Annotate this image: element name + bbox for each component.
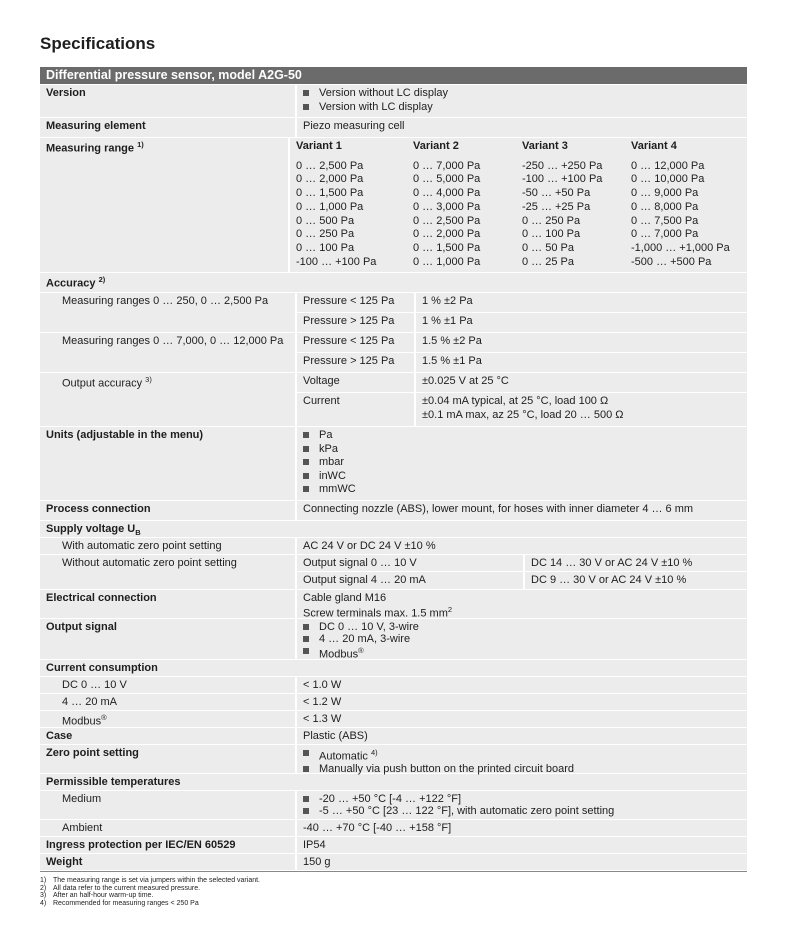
accuracy-range2-label: Measuring ranges 0 … 7,000, 0 … 12,000 Pa [62, 335, 284, 347]
units-list [295, 427, 747, 500]
list-item [303, 456, 741, 470]
row-supply-noauto [40, 554, 747, 589]
row-output-signal [40, 618, 747, 659]
variant-range-value: 0 … 7,000 Pa [631, 228, 699, 241]
list-item: Automatic $^{4)}$ [303, 747, 741, 763]
variant-range-value: 0 … 2,000 Pa [296, 173, 364, 186]
variant-range-value: 0 … 1,000 Pa [296, 200, 364, 213]
supply-noauto-label: Without automatic zero point setting [62, 557, 237, 569]
row-zero-point [40, 744, 747, 773]
accuracy-label: Accuracy $^{2)}$ [46, 275, 106, 290]
ingress-label: Ingress protection per IEC/EN 60529 [46, 839, 236, 851]
bullet-icon [303, 90, 309, 96]
list-item [303, 483, 741, 497]
voltage-label: Voltage [303, 375, 340, 387]
list-item: -20 … +50 °C [-4 … +122 °F] [303, 793, 741, 805]
variant-range-value: 0 … 25 Pa [522, 255, 574, 268]
measuring-element-label: Measuring element [46, 120, 146, 132]
table-title: Differential pressure sensor, model A2G-50 [40, 67, 747, 84]
condition-cell: Pressure < 125 Pa [303, 295, 395, 307]
variant-range-value: 0 … 1,500 Pa [413, 241, 481, 254]
variant-header: Variant 3 [522, 140, 568, 152]
measuring-range-label: Measuring range $^{1)}$ [46, 140, 144, 155]
variant-header: Variant 1 [296, 140, 342, 152]
units-label: Units (adjustable in the menu) [46, 429, 204, 441]
bullet-icon [303, 486, 309, 492]
current-row-value: < 1.3 W [295, 711, 747, 727]
supply-auto-label: With automatic zero point setting [62, 540, 222, 552]
measuring-element-value: Piezo measuring cell [295, 118, 747, 137]
row-case [40, 727, 747, 744]
variant-column [522, 140, 631, 270]
ambient-label: Ambient [62, 822, 103, 834]
variant-range-value: 0 … 12,000 Pa [631, 159, 705, 172]
row-current-modbus [40, 710, 747, 727]
current-label: Current [303, 395, 340, 407]
row-units [40, 426, 747, 500]
current-consumption-label: Current consumption [46, 662, 158, 674]
list-item: Version without LC display [303, 87, 741, 101]
current-value: ±0.04 mA typical, at 25 °C, load 100 Ω ±0.1 mA max, az 25 °C, load 20 … 500 Ω [414, 393, 629, 426]
output-signal-label: Output signal [46, 621, 117, 633]
supply-auto-value: AC 24 V or DC 24 V ±10 % [295, 538, 747, 554]
variant-range-value: 0 … 100 Pa [522, 228, 581, 241]
row-measuring-element [40, 117, 747, 137]
variant-range-value: -25 … +25 Pa [522, 200, 591, 213]
variant-range-value: 0 … 1,500 Pa [296, 187, 364, 200]
bullet-icon [303, 648, 309, 654]
current-row-label: DC 0 … 10 V [62, 679, 127, 691]
weight-label: Weight [46, 856, 83, 868]
variant-range-value: 0 … 7,000 Pa [413, 159, 481, 172]
accuracy-value: 1 % ±2 Pa [414, 293, 479, 312]
footnotes [40, 877, 260, 907]
row-accuracy-range1 [40, 292, 747, 332]
row-current-consumption [40, 659, 747, 676]
footnote: 4) Recommended for measuring ranges < 250 Pa [40, 899, 199, 907]
variant-header: Variant 2 [413, 140, 459, 152]
page-title: Specifications [40, 34, 156, 53]
supply-signal-label: Output signal 0 … 10 V [303, 557, 417, 569]
row-ingress [40, 836, 747, 853]
current-row-label: Modbus® [62, 713, 107, 728]
variant-column [413, 140, 522, 270]
variant-range-value: 0 … 1,000 Pa [413, 255, 481, 268]
table-bottom-rule [40, 871, 747, 872]
case-label: Case [46, 730, 73, 742]
list-item: Manually via push button on the printed circuit board [303, 763, 741, 775]
variant-range-value: 0 … 500 Pa [296, 214, 355, 227]
case-value: Plastic (ABS) [295, 728, 747, 744]
row-version [40, 84, 747, 117]
row-supply-auto [40, 537, 747, 554]
variant-range-value: 0 … 250 Pa [296, 228, 355, 241]
variant-range-value: -250 … +250 Pa [522, 159, 603, 172]
unit-label: Pa [319, 429, 333, 441]
row-current-ma [40, 693, 747, 710]
supply-signal-value: DC 9 … 30 V or AC 24 V ±10 % [523, 572, 692, 589]
variant-range-value: -1,000 … +1,000 Pa [631, 241, 730, 254]
unit-label: mmWC [319, 483, 356, 495]
ingress-value: IP54 [295, 837, 747, 853]
variant-range-value: 0 … 7,500 Pa [631, 214, 699, 227]
current-row-value: < 1.2 W [295, 694, 747, 710]
bullet-icon [303, 459, 309, 465]
variant-range-value: 0 … 4,000 Pa [413, 187, 481, 200]
list-item: Modbus® [303, 645, 741, 661]
variant-range-value: 0 … 3,000 Pa [413, 200, 481, 213]
list-item: -5 … +50 °C [23 … 122 °F], with automatic zero point setting [303, 805, 741, 817]
condition-cell: Pressure > 125 Pa [303, 315, 395, 327]
variant-range-value: 0 … 2,500 Pa [296, 159, 364, 172]
variant-range-value: -100 … +100 Pa [522, 173, 603, 186]
unit-label: inWC [319, 469, 346, 482]
list-item: 4 … 20 mA, 3-wire [303, 633, 741, 645]
medium-list [295, 791, 747, 819]
process-connection-value: Connecting nozzle (ABS), lower mount, for hoses with inner diameter 4 … 6 mm [295, 501, 747, 520]
variant-range-value: 0 … 8,000 Pa [631, 200, 699, 213]
bullet-icon [303, 446, 309, 452]
current-row-label: 4 … 20 mA [62, 696, 118, 708]
row-output-accuracy [40, 372, 747, 426]
version-value [295, 85, 747, 117]
row-temp-medium [40, 790, 747, 819]
variant-header: Variant 4 [631, 140, 677, 152]
row-electrical-connection [40, 589, 747, 618]
ambient-value: -40 … +70 °C [-40 … +158 °F] [295, 820, 747, 836]
bullet-icon [303, 808, 309, 814]
zero-point-label: Zero point setting [46, 747, 139, 759]
bullet-icon [303, 432, 309, 438]
list-item [303, 443, 741, 457]
row-process-connection [40, 500, 747, 520]
footnote: 1) The measuring range is set via jumpers within the selected variant. [40, 877, 260, 884]
process-connection-label: Process connection [46, 503, 151, 515]
variant-range-value: 0 … 2,000 Pa [413, 228, 481, 241]
zero-point-list [295, 745, 747, 773]
variant-range-value: 0 … 10,000 Pa [631, 173, 705, 186]
row-measuring-range [40, 137, 747, 272]
weight-value: 150 g [295, 854, 747, 870]
accuracy-value: 1 % ±1 Pa [414, 313, 479, 332]
spec-table [40, 67, 747, 870]
row-current-dc [40, 676, 747, 693]
electrical-connection-label: Electrical connection [46, 592, 157, 604]
row-accuracy [40, 272, 747, 292]
variant-range-value: -100 … +100 Pa [296, 255, 377, 268]
row-temp-ambient [40, 819, 747, 836]
bullet-icon [303, 473, 309, 479]
row-temperatures [40, 773, 747, 790]
variant-range-value: -500 … +500 Pa [631, 255, 712, 268]
footnote: 2) All data refer to the current measured pressure. [40, 884, 201, 892]
variant-table [288, 138, 747, 272]
supply-voltage-label: Supply voltage $U_B$ [46, 523, 141, 538]
bullet-icon [303, 796, 309, 802]
accuracy-value: 1.5 % ±1 Pa [414, 353, 488, 372]
temperatures-label: Permissible temperatures [46, 776, 181, 788]
variant-column [631, 140, 741, 270]
supply-signal-value: DC 14 … 30 V or AC 24 V ±10 % [523, 555, 698, 571]
accuracy-range1-label: Measuring ranges 0 … 250, 0 … 2,500 Pa [62, 295, 269, 307]
row-weight [40, 853, 747, 870]
output-signal-list [295, 619, 747, 659]
bullet-icon [303, 104, 309, 110]
row-supply-voltage [40, 520, 747, 537]
list-item [303, 470, 741, 484]
voltage-value: ±0.025 V at 25 °C [414, 373, 515, 392]
variant-range-value: 0 … 250 Pa [522, 214, 581, 227]
list-item [303, 429, 741, 443]
current-row-value: < 1.0 W [295, 677, 747, 693]
bullet-icon [303, 750, 309, 756]
version-label: Version [46, 87, 86, 99]
variant-range-value: 0 … 100 Pa [296, 241, 355, 254]
list-item: DC 0 … 10 V, 3-wire [303, 621, 741, 633]
condition-cell: Pressure < 125 Pa [303, 335, 395, 347]
variant-range-value: 0 … 2,500 Pa [413, 214, 481, 227]
bullet-icon [303, 636, 309, 642]
list-item: Version with LC display [303, 101, 741, 115]
medium-label: Medium [62, 793, 102, 805]
variant-range-value: 0 … 9,000 Pa [631, 187, 699, 200]
supply-signal-label: Output signal 4 … 20 mA [303, 574, 426, 586]
variant-range-value: 0 … 5,000 Pa [413, 173, 481, 186]
variant-column [296, 140, 413, 270]
variant-range-value: -50 … +50 Pa [522, 187, 591, 200]
variant-range-value: 0 … 50 Pa [522, 241, 574, 254]
output-accuracy-label: Output accuracy $^{3)}$ [62, 375, 152, 390]
electrical-connection-value: Cable gland M16 Screw terminals max. 1.5 $mm^2$ [295, 590, 747, 618]
accuracy-value: 1.5 % ±2 Pa [414, 333, 488, 352]
row-accuracy-range2 [40, 332, 747, 372]
footnote: 3) After an half-hour warm-up time. [40, 892, 154, 900]
bullet-icon [303, 624, 309, 630]
unit-label: kPa [319, 442, 338, 455]
bullet-icon [303, 766, 309, 772]
unit-label: mbar [319, 456, 345, 468]
condition-cell: Pressure > 125 Pa [303, 355, 395, 367]
